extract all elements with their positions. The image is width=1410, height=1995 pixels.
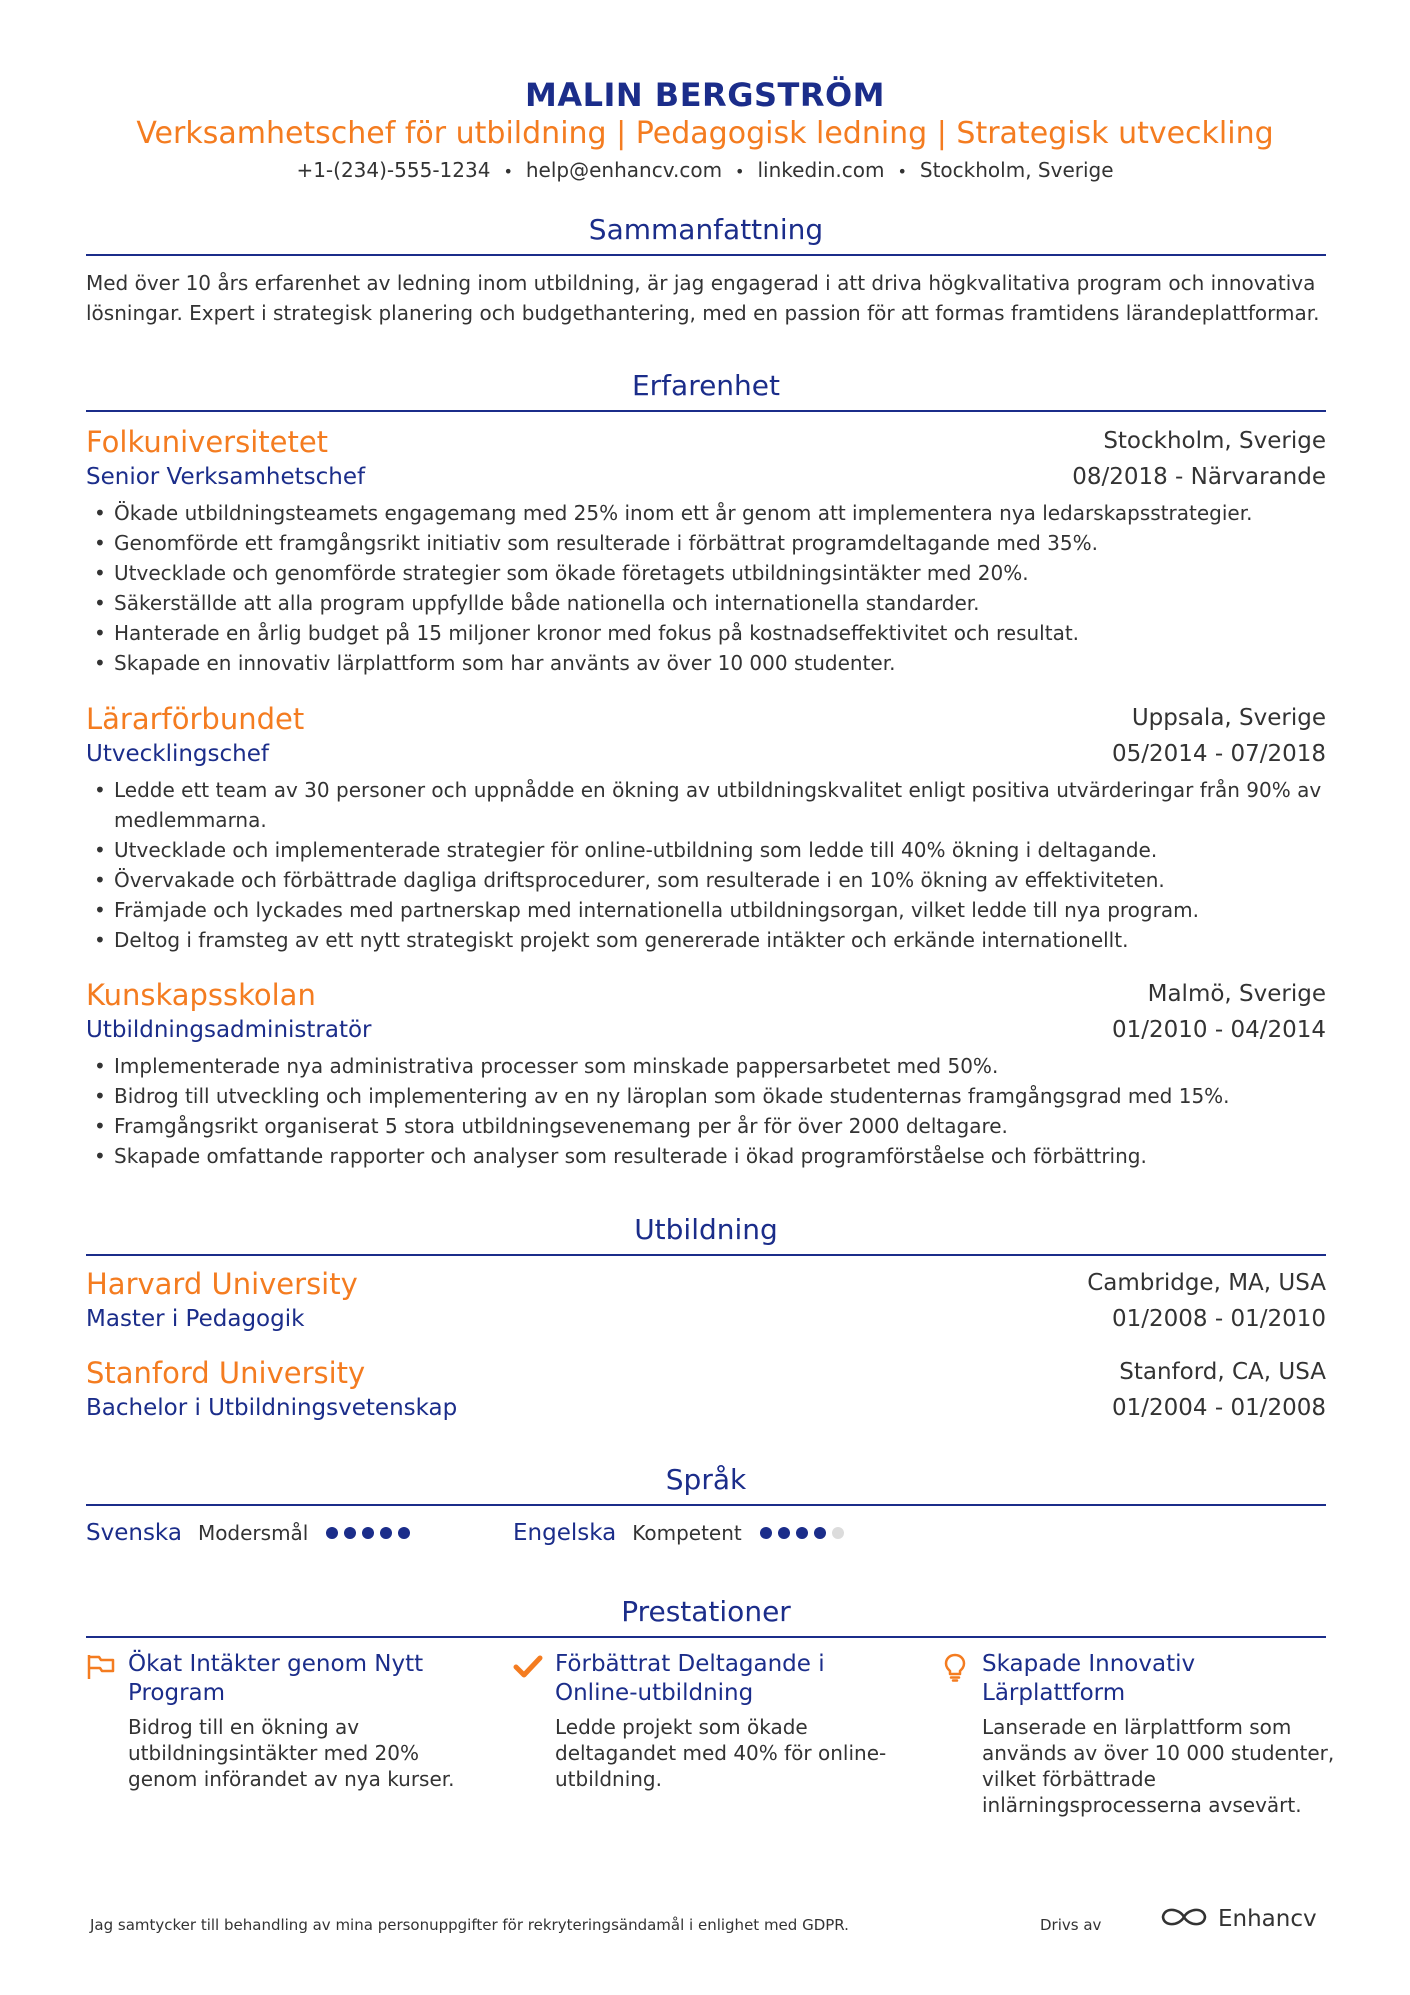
language-level: Kompetent — [632, 1521, 742, 1545]
section-title: Erfarenhet — [631, 369, 781, 402]
achievement-list — [86, 1051, 1326, 1171]
job-location: Stockholm, Sverige — [1103, 428, 1326, 454]
education-entry — [86, 1266, 1326, 1338]
language-name: Svenska — [86, 1520, 182, 1546]
proficiency-dot-filled — [398, 1527, 410, 1539]
achievement-item — [513, 1650, 913, 1792]
experience-entry — [86, 977, 1326, 1171]
candidate-headline: Verksamhetschef för utbildning | Pedagogisk ledning | Strategisk utveckling — [136, 116, 1274, 151]
proficiency-dot-filled — [344, 1527, 356, 1539]
education-dates: 01/2004 - 01/2008 — [1111, 1395, 1326, 1421]
proficiency-dots — [326, 1527, 416, 1539]
achievement-description: Ledde projekt som ökade deltagandet med 40% för online-utbildning. — [555, 1715, 887, 1791]
bullet-item: • Utvecklade och genomförde strategier som ökade företagets utbildningsintäkter med 20%. — [86, 558, 1326, 588]
job-location: Malmö, Sverige — [1147, 981, 1326, 1007]
language-level: Modersmål — [197, 1521, 309, 1545]
email-link[interactable]: help@enhancv.com — [525, 158, 723, 182]
bullet-item: • Bidrog till utveckling och implementering av en ny läroplan som ökade studenternas framgångsgrad med 15%. — [86, 1081, 1326, 1111]
bullet-item: • Ledde ett team av 30 personer och uppnådde en ökning av utbildningskvalitet enligt positiva utvärderingar från 90% av medlemmarna. — [86, 775, 1326, 835]
bullet-item: • Utvecklade och implementerade strategier för online-utbildning som ledde till 40% ökning i deltagande. — [86, 835, 1326, 865]
achievement-title: Skapade Innovativ Lärplattform — [982, 1651, 1196, 1706]
candidate-name: MALIN BERGSTRÖM — [524, 76, 886, 114]
summary-text: Med över 10 års erfarenhet av ledning inom utbildning, är jag engagerad i att driva högkvalitativa program och innovativa lösningar. Expert i strategisk planering och budgethantering, med en passion för att formas framtidens lärandeplattformar. — [86, 271, 1320, 325]
achievement-list — [86, 498, 1326, 678]
bullet-item: • Övervakade och förbättrade dagliga driftsprocedurer, som resulterade i en 10% ökning av effektiviteten. — [86, 865, 1326, 895]
flag-icon — [86, 1652, 116, 1682]
section-title: Prestationer — [621, 1595, 791, 1628]
language-name: Engelska — [513, 1520, 617, 1546]
achievement-title: Förbättrat Deltagande i Online-utbildning — [555, 1651, 825, 1706]
achievement-description: Lanserade en lärplattform som används av över 10 000 studenter, vilket förbättrade inlärningsprocesserna avsevärt. — [982, 1715, 1335, 1817]
proficiency-dot-filled — [814, 1527, 826, 1539]
school-name: Stanford University — [86, 1356, 366, 1390]
bullet-item: • Skapade omfattande rapporter och analyser som resulterade i ökad programförståelse och förbättring. — [86, 1141, 1326, 1171]
phone-text[interactable]: +1-(234)-555-1234 — [296, 158, 491, 182]
achievement-item — [86, 1650, 486, 1792]
proficiency-dot-filled — [362, 1527, 374, 1539]
separator-dot: • — [735, 162, 745, 181]
job-dates: 01/2010 - 04/2014 — [1111, 1017, 1326, 1043]
company-name: Kunskapsskolan — [86, 978, 316, 1012]
company-name: Folkuniversitetet — [86, 425, 329, 459]
lightbulb-icon — [940, 1652, 970, 1682]
proficiency-dot-empty — [832, 1527, 844, 1539]
section-title: Sammanfattning — [588, 213, 824, 246]
gdpr-consent-text: Jag samtycker till behandling av mina personuppgifter för rekryteringsändamål i enlighet med GDPR. — [90, 1916, 849, 1934]
powered-by-label: Drivs av — [1040, 1916, 1102, 1934]
bullet-item: • Skapade en innovativ lärplattform som har använts av över 10 000 studenter. — [86, 648, 1326, 678]
experience-entry — [86, 424, 1326, 678]
achievement-title: Ökat Intäkter genom Nytt Program — [128, 1651, 424, 1706]
school-location: Cambridge, MA, USA — [1087, 1270, 1326, 1296]
section-title: Utbildning — [634, 1213, 778, 1246]
bullet-item: • Framgångsrikt organiserat 5 stora utbildningsevenemang per år för över 2000 deltagare. — [86, 1111, 1326, 1141]
bullet-item: • Genomförde ett framgångsrikt initiativ som resulterade i förbättrat programdeltagande med 35%. — [86, 528, 1326, 558]
education-section-header — [86, 1212, 1326, 1256]
section-divider — [86, 1504, 1326, 1506]
achievement-list — [86, 775, 1326, 955]
degree-name: Bachelor i Utbildningsvetenskap — [86, 1395, 458, 1421]
education-entry — [86, 1355, 1326, 1427]
bullet-item: • Säkerställde att alla program uppfyllde både nationella och internationella standarder. — [86, 588, 1326, 618]
achievement-item — [940, 1650, 1340, 1818]
separator-dot: • — [503, 162, 513, 181]
bullet-item: • Ökade utbildningsteamets engagemang med 25% inom ett år genom att implementera nya ledarskapsstrategier. — [86, 498, 1326, 528]
job-dates: 05/2014 - 07/2018 — [1111, 741, 1326, 767]
contact-line — [0, 156, 1410, 186]
proficiency-dot-filled — [778, 1527, 790, 1539]
infinity-logo-icon — [1158, 1903, 1210, 1935]
section-divider — [86, 254, 1326, 256]
languages-list — [86, 1520, 1326, 1556]
school-name: Harvard University — [86, 1267, 358, 1301]
proficiency-dot-filled — [796, 1527, 808, 1539]
job-dates: 08/2018 - Närvarande — [1072, 464, 1326, 490]
job-title: Senior Verksamhetschef — [86, 464, 366, 490]
location-text: Stockholm, Sverige — [919, 158, 1114, 182]
checkmark-icon — [513, 1652, 543, 1682]
experience-entry — [86, 701, 1326, 955]
enhancv-logo[interactable] — [1158, 1903, 1317, 1935]
separator-dot: • — [897, 162, 907, 181]
school-location: Stanford, CA, USA — [1119, 1359, 1326, 1385]
language-item — [86, 1520, 416, 1546]
section-divider — [86, 1636, 1326, 1638]
language-item — [513, 1520, 850, 1546]
section-title: Språk — [665, 1463, 747, 1496]
proficiency-dot-filled — [326, 1527, 338, 1539]
bullet-item: • Deltog i framsteg av ett nytt strategiskt projekt som genererade intäkter och erkände internationellt. — [86, 925, 1326, 955]
languages-section-header — [86, 1462, 1326, 1506]
job-location: Uppsala, Sverige — [1131, 705, 1326, 731]
experience-section-header — [86, 368, 1326, 412]
bullet-item: • Hanterade en årlig budget på 15 miljoner kronor med fokus på kostnadseffektivitet och resultat. — [86, 618, 1326, 648]
section-divider — [86, 410, 1326, 412]
summary-section-header — [86, 212, 1326, 256]
job-title: Utbildningsadministratör — [86, 1017, 372, 1043]
resume-header — [0, 76, 1410, 186]
company-name: Lärarförbundet — [86, 702, 305, 736]
proficiency-dots — [760, 1527, 850, 1539]
degree-name: Master i Pedagogik — [86, 1306, 305, 1332]
linkedin-link[interactable]: linkedin.com — [757, 158, 885, 182]
brand-name: Enhancv — [1218, 1906, 1317, 1932]
job-title: Utvecklingschef — [86, 741, 269, 767]
section-divider — [86, 1254, 1326, 1256]
bullet-item: • Främjade och lyckades med partnerskap med internationella utbildningsorgan, vilket ledde till nya program. — [86, 895, 1326, 925]
achievements-section-header — [86, 1594, 1326, 1638]
achievement-description: Bidrog till en ökning av utbildningsintäkter med 20% genom införandet av nya kurser. — [128, 1715, 455, 1791]
bullet-item: • Implementerade nya administrativa processer som minskade pappersarbetet med 50%. — [86, 1051, 1326, 1081]
proficiency-dot-filled — [760, 1527, 772, 1539]
proficiency-dot-filled — [380, 1527, 392, 1539]
education-dates: 01/2008 - 01/2010 — [1111, 1306, 1326, 1332]
